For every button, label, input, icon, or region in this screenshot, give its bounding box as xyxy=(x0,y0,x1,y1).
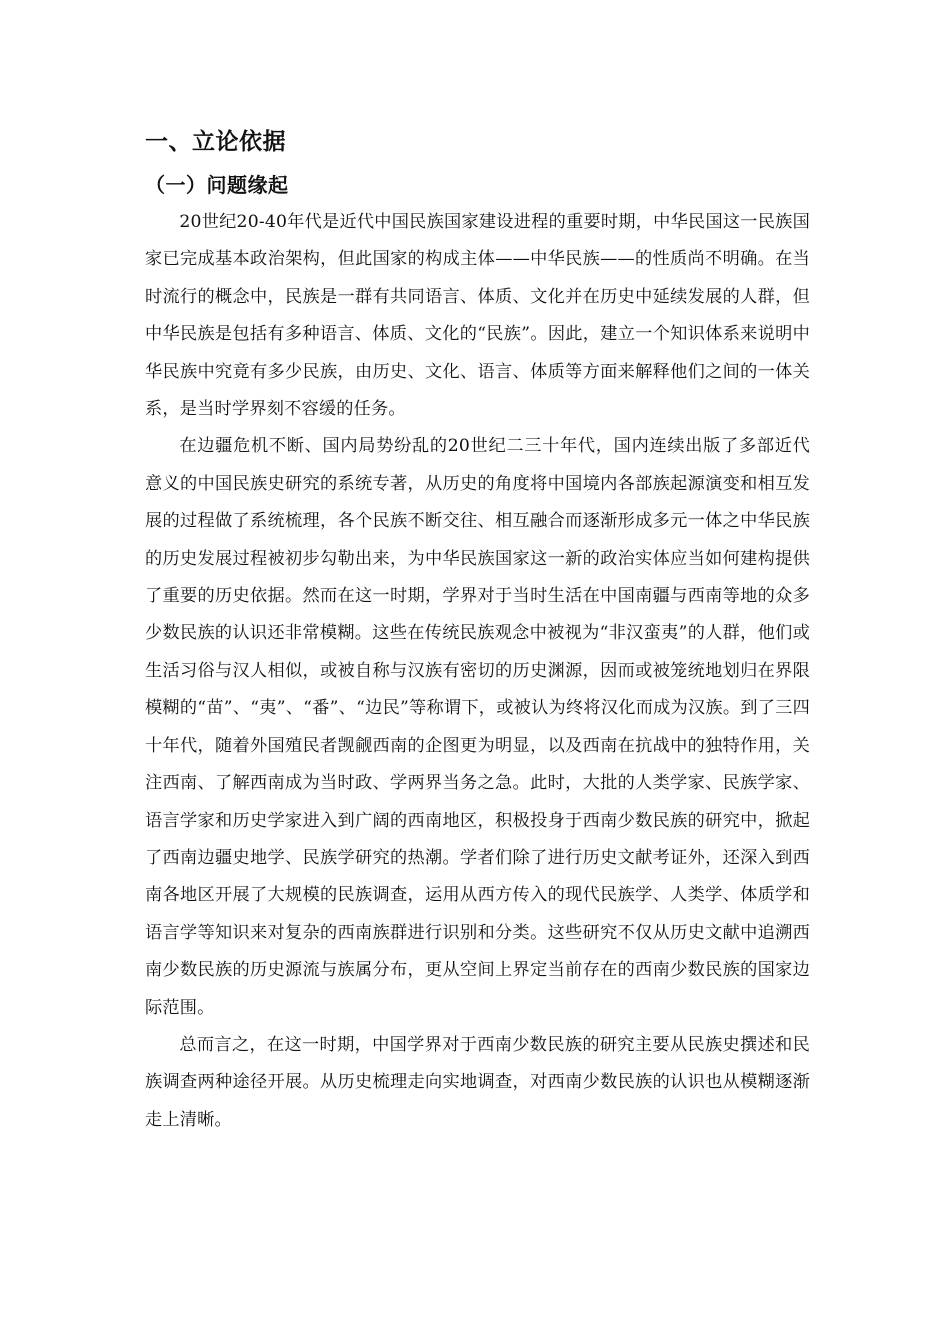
paragraph-3: 总而言之，在这一时期，中国学界对于西南少数民族的研究主要从民族史撰述和民族调查两种途径开展。从历史梳理走向实地调查，对西南少数民族的认识也从模糊逐渐走上清晰。 xyxy=(145,1034,810,1130)
paragraph-1: 20世纪20-40年代是近代中国民族国家建设进程的重要时期，中华民国这一民族国家已完成基本政治架构，但此国家的构成主体——中华民族——的性质尚不明确。在当时流行的概念中，民族是一群有共同语言、体质、文化并在历史中延续发展的人群，但中华民族是包括有多种语言、体质、文化的“民族”。因此，建立一个知识体系来说明中华民族中究竟有多少民族，由历史、文化、语言、体质等方面来解释他们之间的一体关系，是当时学界刻不容缓的任务。 xyxy=(145,212,810,420)
section-heading: 一、立论依据 xyxy=(145,129,286,155)
subsection-heading: （一）问题缘起 xyxy=(145,173,289,197)
document-body xyxy=(145,120,810,1139)
paragraph-2: 在边疆危机不断、国内局势纷乱的20世纪二三十年代，国内连续出版了多部近代意义的中国民族史研究的系统专著，从历史的角度将中国境内各部族起源演变和相互发展的过程做了系统梳理，各个民族不断交往、相互融合而逐渐形成多元一体之中华民族的历史发展过程被初步勾勒出来，为中华民族国家这一新的政治实体应当如何建构提供了重要的历史依据。然而在这一时期，学界对于当时生活在中国南疆与西南等地的众多少数民族的认识还非常模糊。这些在传统民族观念中被视为“非汉蛮夷”的人群，他们或生活习俗与汉人相似，或被自称与汉族有密切的历史渊源，因而或被笼统地划归在界限模糊的“苗”、“夷”、“番”、“边民”等称谓下，或被认为终将汉化而成为汉族。到了三四十年代，随着外国殖民者觊觎西南的企图更为明显，以及西南在抗战中的独特作用，关注西南、了解西南成为当时政、学两界当务之急。此时，大批的人类学家、民族学家、语言学家和历史学家进入到广阔的西南地区，积极投身于西南少数民族的研究中，掀起了西南边疆史地学、民族学研究的热潮。学者们除了进行历史文献考证外，还深入到西南各地区开展了大规模的民族调查，运用从西方传入的现代民族学、人类学、体质学和语言学等知识来对复杂的西南族群进行识别和分类。这些研究不仅从历史文献中追溯西南少数民族的历史源流与族属分布，更从空间上界定当前存在的西南少数民族的国家边际范围。 xyxy=(145,436,810,1018)
